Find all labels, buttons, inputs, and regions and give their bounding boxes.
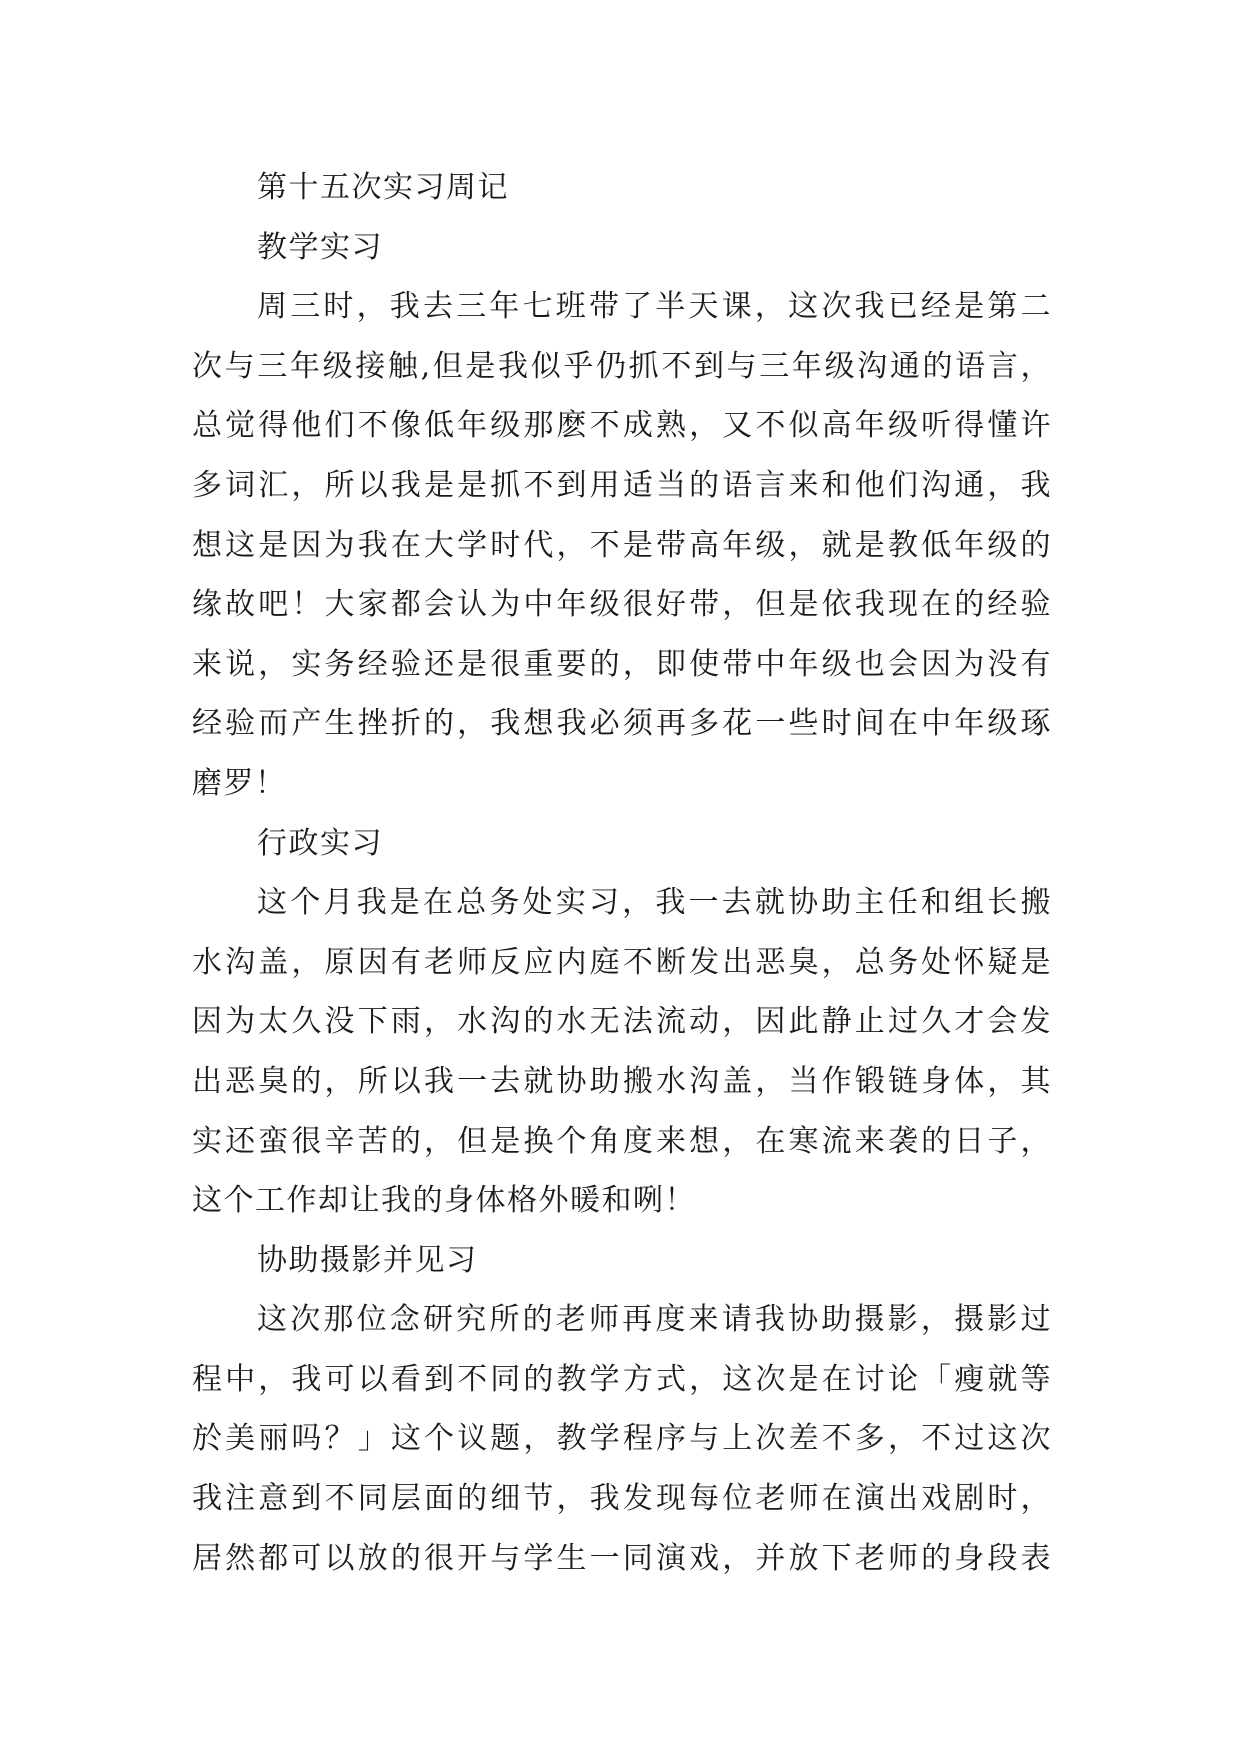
paragraph-line: 这次那位念研究所的老师再度来请我协助摄影，摄影过 [257,1302,1052,1338]
paragraph-line: 想这是因为我在大学时代，不是带高年级，就是教低年级的 [192,527,1052,563]
paragraph-line: 出恶臭的，所以我一去就协助搬水沟盖，当作锻链身体，其 [192,1063,1052,1099]
paragraph-line: 磨罗！ [192,765,287,801]
paragraph-line: 程中，我可以看到不同的教学方式，这次是在讨论「瘦就等 [192,1361,1052,1397]
section-heading: 协助摄影并见习 [257,1242,478,1278]
document-body [192,158,1052,1588]
paragraph-line: 实还蛮很辛苦的，但是换个角度来想，在寒流来袭的日子， [192,1123,1052,1159]
document-title: 第十五次实习周记 [257,170,509,205]
section-heading: 教学实习 [257,229,383,265]
paragraph-line: 次与三年级接触,但是我似乎仍抓不到与三年级沟通的语言， [192,348,1052,384]
paragraph-line: 多词汇，所以我是是抓不到用适当的语言来和他们沟通，我 [192,467,1052,503]
paragraph-line: 於美丽吗？」这个议题，教学程序与上次差不多，不过这次 [192,1421,1052,1457]
paragraph-line: 经验而产生挫折的，我想我必须再多花一些时间在中年级琢 [192,706,1052,742]
paragraph-line: 周三时，我去三年七班带了半天课，这次我已经是第二 [257,289,1052,325]
paragraph-line: 因为太久没下雨，水沟的水无法流动，因此静止过久才会发 [192,1004,1052,1040]
paragraph-line: 水沟盖，原因有老师反应内庭不断发出恶臭，总务处怀疑是 [192,944,1052,980]
paragraph-line: 这个月我是在总务处实习，我一去就协助主任和组长搬 [257,885,1052,921]
paragraph-line: 总觉得他们不像低年级那麽不成熟，又不似高年级听得懂许 [192,408,1052,444]
paragraph-line: 居然都可以放的很开与学生一同演戏，并放下老师的身段表 [192,1540,1052,1576]
paragraph-line: 这个工作却让我的身体格外暖和咧！ [192,1183,696,1219]
paragraph-line: 来说，实务经验还是很重要的，即使带中年级也会因为没有 [192,646,1052,682]
section-heading: 行政实习 [257,825,383,861]
paragraph-line: 我注意到不同层面的细节，我发现每位老师在演出戏剧时， [192,1481,1052,1517]
paragraph-line: 缘故吧！大家都会认为中年级很好带，但是依我现在的经验 [192,587,1052,623]
